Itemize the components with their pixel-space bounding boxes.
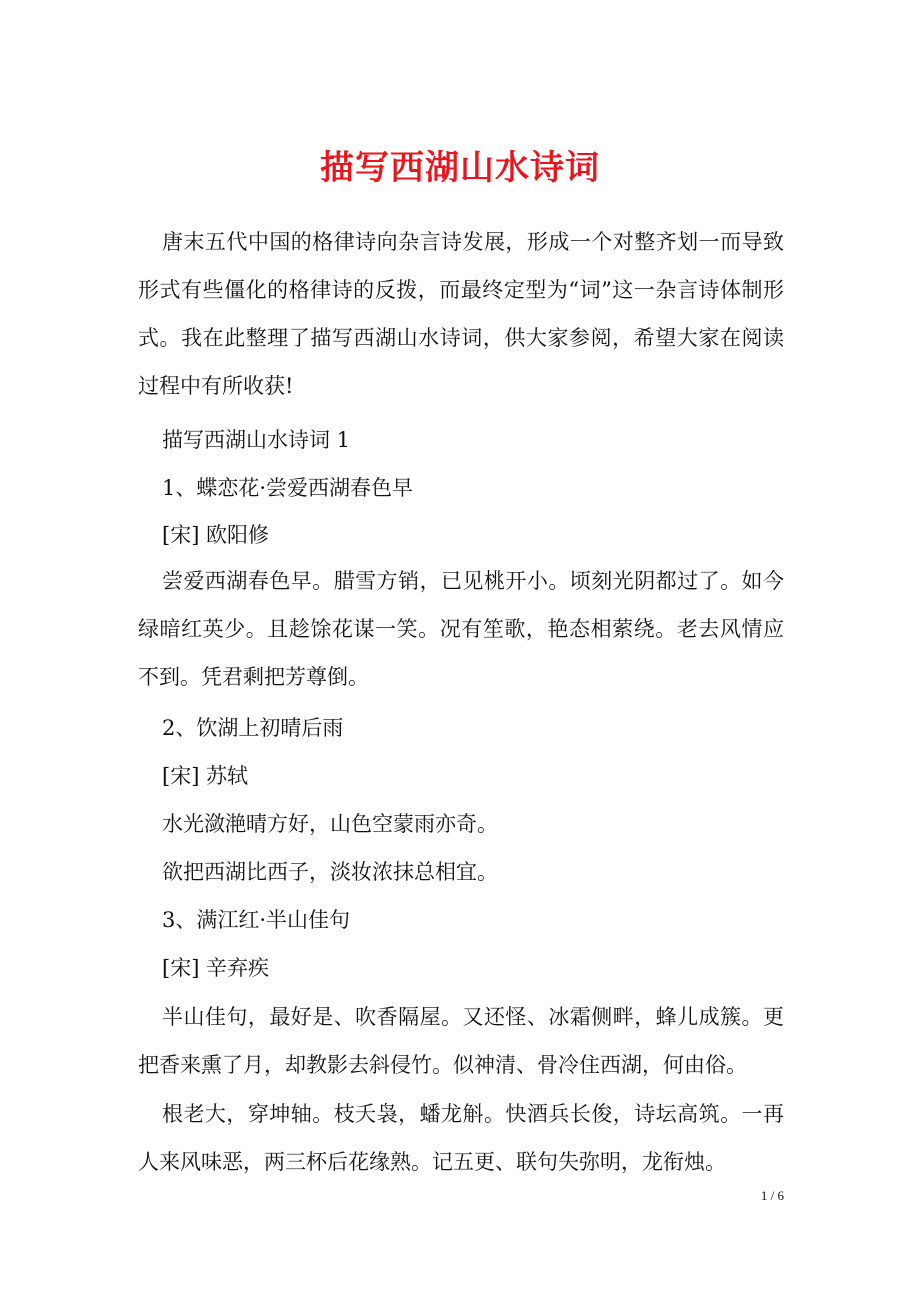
poem-3-paragraph-1: 半山佳句，最好是、吹香隔屋。又还怪、冰霜侧畔，蜂儿成簇。更把香来熏了月，却教影去斜侵竹。似神清、骨冷住西湖，何由俗。 [138,1005,784,1077]
poem-1-text: 尝爱西湖春色早。腊雪方销，已见桃开小。顷刻光阴都过了。如今绿暗红英少。且趁馀花谋一笑。况有笙歌，艳态相萦绕。老去风情应不到。凭君剩把芳尊倒。 [138,569,784,689]
poem-3-paragraph-2: 根老大，穿坤轴。枝夭袅，蟠龙斛。快酒兵长俊，诗坛高筑。一再人来风味恶，两三杯后花缘熟。记五更、联句失弥明，龙衔烛。 [138,1102,784,1174]
poem-2-heading: 2、饮湖上初晴后雨 [162,716,344,740]
section-heading: 描写西湖山水诗词 1 [162,428,351,452]
poem-1-author: [宋] 欧阳修 [162,523,270,547]
poem-2-line-1: 水光潋滟晴方好，山色空蒙雨亦奇。 [162,812,498,836]
poem-2-line-2: 欲把西湖比西子，淡妆浓抹总相宜。 [162,860,498,884]
intro-paragraph: 唐末五代中国的格律诗向杂言诗发展，形成一个对整齐划一而导致形式有些僵化的格律诗的反拨，而最终定型为“词”这一杂言诗体制形式。我在此整理了描写西湖山水诗词，供大家参阅，希望大家在阅读过程中有所收获! [138,230,784,398]
poem-3-author: [宋] 辛弃疾 [162,956,270,980]
poem-3-heading: 3、满江红·半山佳句 [162,908,351,932]
poem-2-author: [宋] 苏轼 [162,764,249,788]
poem-1-heading: 1、蝶恋花·尝爱西湖春色早 [162,476,414,500]
document-title: 描写西湖山水诗词 [320,148,600,188]
page-number: 1 / 6 [760,1188,784,1203]
